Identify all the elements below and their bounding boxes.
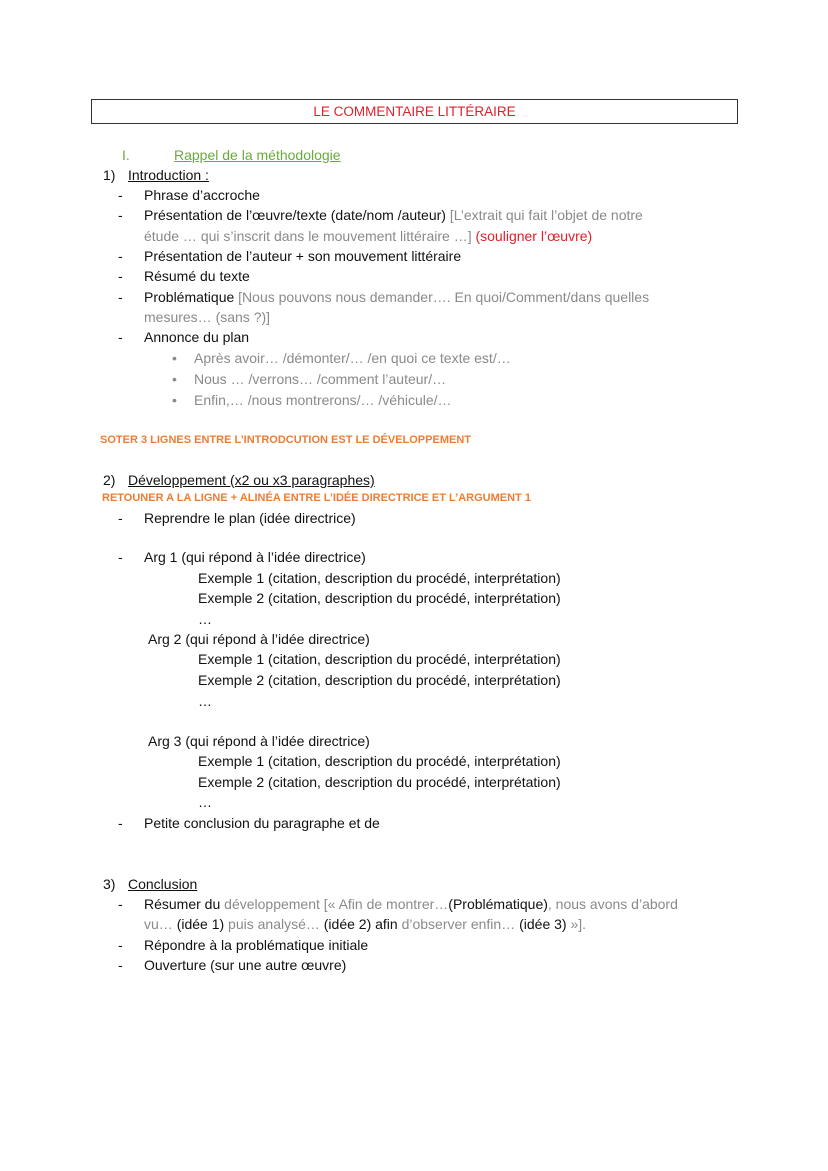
- item-note: d’observer enfin…: [397, 916, 520, 932]
- document-title: LE COMMENTAIRE LITTÉRAIRE: [91, 99, 738, 124]
- item-text: (idée 3): [519, 916, 567, 932]
- list-item-continuation: mesures… (sans ?)]: [144, 309, 271, 325]
- item-text: (Problématique): [448, 896, 548, 912]
- example: Exemple 2 (citation, description du procédé, interprétation): [198, 672, 561, 688]
- list-item: Présentation de l’auteur + son mouvement littéraire: [144, 248, 462, 264]
- dash: -: [118, 896, 123, 912]
- item-note: étude … qui s’inscrit dans le mouvement littéraire …]: [144, 228, 476, 244]
- ellipsis: …: [198, 794, 212, 810]
- example: Exemple 1 (citation, description du procédé, interprétation): [198, 753, 561, 769]
- argument: Arg 2 (qui répond à l’idée directrice): [148, 631, 370, 647]
- example: Exemple 1 (citation, description du procédé, interprétation): [198, 651, 561, 667]
- bullet-icon: •: [172, 371, 177, 387]
- intro-number: 1): [103, 167, 116, 183]
- dash: -: [118, 815, 123, 831]
- list-item: Phrase d’accroche: [144, 187, 260, 203]
- list-item: Répondre à la problématique initiale: [144, 937, 369, 953]
- dash: -: [118, 510, 123, 526]
- list-item-continuation: [144, 226, 592, 246]
- item-note: »].: [566, 916, 587, 932]
- list-item: [144, 287, 649, 307]
- dash: -: [118, 289, 123, 305]
- list-item: Résumé du texte: [144, 268, 250, 284]
- item-text: Problématique: [144, 289, 239, 305]
- bullet-icon: •: [172, 392, 177, 408]
- list-item-continuation: [144, 914, 586, 934]
- item-text: (idée 1): [176, 916, 225, 932]
- conclusion-heading: Conclusion: [128, 876, 198, 892]
- item-note: [Nous pouvons nous demander…. En quoi/Comment/dans quelles: [238, 289, 650, 305]
- dash: -: [118, 549, 123, 565]
- item-text: Résumer du: [144, 896, 225, 912]
- conclusion-number: 3): [103, 876, 116, 892]
- item-warning: (souligner l’œuvre): [475, 228, 593, 244]
- list-item: Ouverture (sur une autre œuvre): [144, 957, 347, 973]
- section-number: I.: [122, 147, 130, 163]
- list-item: Annonce du plan: [144, 329, 250, 345]
- bullet-icon: •: [172, 350, 177, 366]
- list-item: Reprendre le plan (idée directrice): [144, 510, 356, 526]
- item-note: , nous avons d’abord: [547, 896, 678, 912]
- dash: -: [118, 268, 123, 284]
- dash: -: [118, 329, 123, 345]
- example: Exemple 2 (citation, description du procédé, interprétation): [198, 774, 561, 790]
- dash: -: [118, 957, 123, 973]
- item-note: [L’extrait qui fait l’objet de notre: [449, 207, 643, 223]
- dash: -: [118, 207, 123, 223]
- dev-number: 2): [103, 472, 116, 488]
- argument: Arg 1 (qui répond à l’idée directrice): [144, 549, 366, 565]
- list-item: [144, 894, 678, 914]
- sub-list-item: Après avoir… /démonter/… /en quoi ce texte est/…: [194, 350, 511, 366]
- dev-heading: Développement (x2 ou x3 paragraphes): [128, 472, 375, 488]
- item-note: développement [« Afin de montrer…: [224, 896, 449, 912]
- indent-note: RETOUNER A LA LIGNE + ALINÉA ENTRE L’IDÉE DIRECTRICE ET L’ARGUMENT 1: [102, 492, 531, 504]
- sub-list-item: Nous … /verrons… /comment l’auteur/…: [194, 371, 447, 387]
- sub-list-item: Enfin,… /nous montrerons/… /véhicule/…: [194, 392, 452, 408]
- item-note: vu…: [144, 916, 177, 932]
- example: Exemple 2 (citation, description du procédé, interprétation): [198, 590, 561, 606]
- list-item: Petite conclusion du paragraphe et de: [144, 815, 380, 831]
- spacing-note: SOTER 3 LIGNES ENTRE L’INTRODCUTION EST LE DÉVELOPPEMENT: [100, 434, 471, 446]
- item-text: (idée 2) afin: [323, 916, 398, 932]
- dash: -: [118, 187, 123, 203]
- section-heading: Rappel de la méthodologie: [174, 147, 341, 163]
- list-item: [144, 205, 643, 225]
- intro-heading: Introduction :: [128, 167, 209, 183]
- example: Exemple 1 (citation, description du procédé, interprétation): [198, 570, 561, 586]
- dash: -: [118, 248, 123, 264]
- item-text: Présentation de l’œuvre/texte (date/nom /auteur): [144, 207, 450, 223]
- ellipsis: …: [198, 693, 212, 709]
- item-note: puis analysé…: [224, 916, 324, 932]
- argument: Arg 3 (qui répond à l’idée directrice): [148, 733, 370, 749]
- dash: -: [118, 937, 123, 953]
- ellipsis: …: [198, 611, 212, 627]
